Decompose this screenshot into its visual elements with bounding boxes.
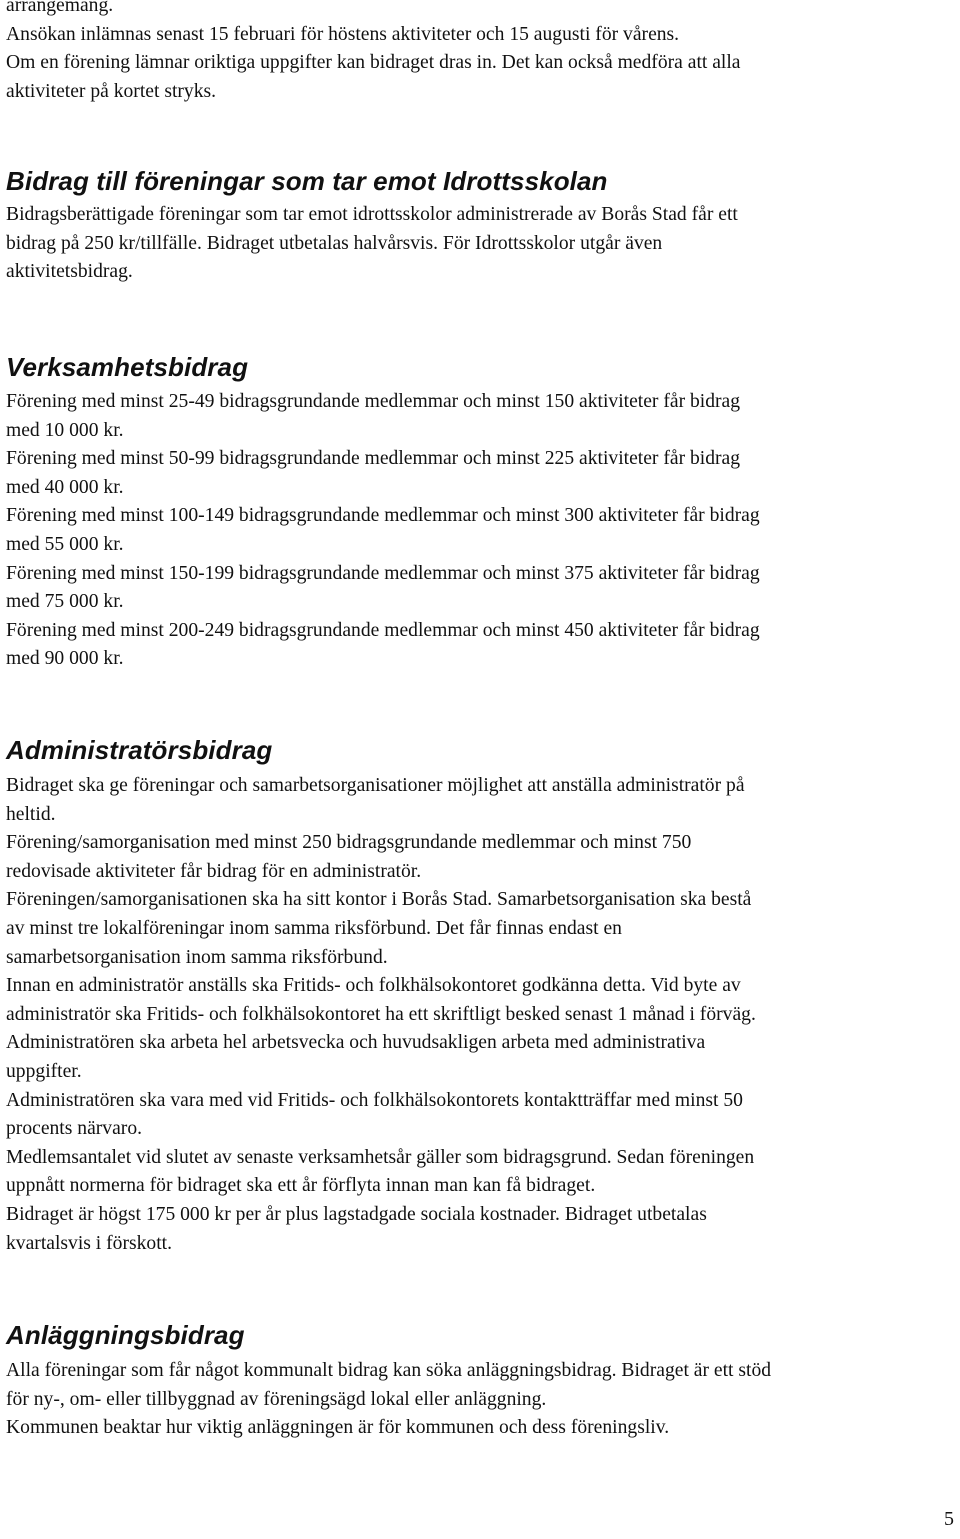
text-line: uppgifter. — [6, 1060, 82, 1082]
text-line: Bidraget är högst 175 000 kr per år plus lagstadgade sociala kostnader. Bidraget utbetalas — [6, 1203, 707, 1225]
text-line: Förening med minst 50-99 bidragsgrundande medlemmar och minst 225 aktiviteter får bidrag — [6, 448, 741, 470]
text-line: med 55 000 kr. — [6, 533, 124, 555]
text-line: Förening med minst 100-149 bidragsgrundande medlemmar och minst 300 aktiviteter får bidrag — [6, 505, 760, 527]
text-line: heltid. — [6, 803, 56, 825]
text-line: för ny-, om- eller tillbyggnad av föreningsägd lokal eller anläggning. — [6, 1388, 547, 1410]
text-line: med 75 000 kr. — [6, 591, 124, 613]
section-idrottsskolan — [6, 165, 738, 287]
section-administratorsbidrag — [6, 734, 756, 1258]
text-line: aktiviteter på kortet stryks. — [6, 80, 217, 102]
text-line: aktivitetsbidrag. — [6, 261, 133, 283]
text-line: Bidraget ska ge föreningar och samarbetsorganisationer möjlighet att anställa administratör på — [6, 775, 745, 796]
section-anlaggningsbidrag — [6, 1319, 771, 1443]
text-line: Bidragsberättigade föreningar som tar emot idrottsskolor administrerade av Borås Stad får ett — [6, 204, 738, 225]
text-line: kvartalsvis i förskott. — [6, 1232, 172, 1254]
text-line: uppnått normerna för bidraget ska ett år förflyta innan man kan få bidraget. — [6, 1175, 596, 1197]
text-line: Föreningen/samorganisationen ska ha sitt kontor i Borås Stad. Samarbetsorganisation ska bestå — [6, 889, 752, 911]
text-line: med 90 000 kr. — [6, 648, 124, 670]
text-line: Kommunen beaktar hur viktig anläggningen är för kommunen och dess föreningsliv. — [6, 1417, 670, 1439]
text-line: Administratören ska arbeta hel arbetsvecka och huvudsakligen arbeta med administrativa — [6, 1032, 706, 1054]
page-number: 5 — [944, 1508, 954, 1530]
text-line: administratör ska Fritids- och folkhälsokontoret ha ett skriftligt besked senast 1 månad i förväg. — [6, 1003, 756, 1025]
text-line: Ansökan inlämnas senast 15 februari för höstens aktiviteter och 15 augusti för vårens. — [6, 23, 680, 45]
text-line: Administratören ska vara med vid Fritids- och folkhälsokontorets kontaktträffar med minst 50 — [6, 1089, 743, 1111]
text-line: Förening/samorganisation med minst 250 bidragsgrundande medlemmar och minst 750 — [6, 832, 692, 854]
text-line: procents närvaro. — [6, 1118, 143, 1140]
text-line: av minst tre lokalföreningar inom samma riksförbund. Det får finnas endast en — [6, 917, 622, 939]
section-heading: Bidrag till föreningar som tar emot Idrottsskolan — [6, 166, 608, 196]
text-line: Förening med minst 25-49 bidragsgrundande medlemmar och minst 150 aktiviteter får bidrag — [6, 391, 741, 412]
text-line: redovisade aktiviteter får bidrag för en administratör. — [6, 860, 422, 882]
text-line: Om en förening lämnar oriktiga uppgifter kan bidraget dras in. Det kan också medföra att alla — [6, 52, 741, 74]
text-line: Förening med minst 200-249 bidragsgrundande medlemmar och minst 450 aktiviteter får bidrag — [6, 619, 760, 641]
text-line: med 10 000 kr. — [6, 419, 124, 441]
section-heading: Administratörsbidrag — [6, 735, 273, 765]
text-line: arrangemang. — [6, 0, 114, 16]
text-line: Förening med minst 150-199 bidragsgrundande medlemmar och minst 375 aktiviteter får bidrag — [6, 562, 760, 584]
text-line: Innan en administratör anställs ska Fritids- och folkhälsokontoret godkänna detta. Vid byte av — [6, 975, 741, 997]
section-verksamhetsbidrag — [6, 351, 760, 674]
text-line: samarbetsorganisation inom samma riksförbund. — [6, 946, 388, 968]
intro-block — [6, 0, 741, 106]
text-line: med 40 000 kr. — [6, 476, 124, 498]
text-line: Alla föreningar som får något kommunalt bidrag kan söka anläggningsbidrag. Bidraget är ett stöd — [6, 1360, 772, 1381]
text-line: bidrag på 250 kr/tillfälle. Bidraget utbetalas halvårsvis. För Idrottsskolor utgår även — [6, 232, 663, 254]
section-heading: Verksamhetsbidrag — [6, 352, 249, 382]
section-heading: Anläggningsbidrag — [6, 1320, 245, 1350]
text-line: Medlemsantalet vid slutet av senaste verksamhetsår gäller som bidragsgrund. Sedan föreningen — [6, 1146, 755, 1168]
